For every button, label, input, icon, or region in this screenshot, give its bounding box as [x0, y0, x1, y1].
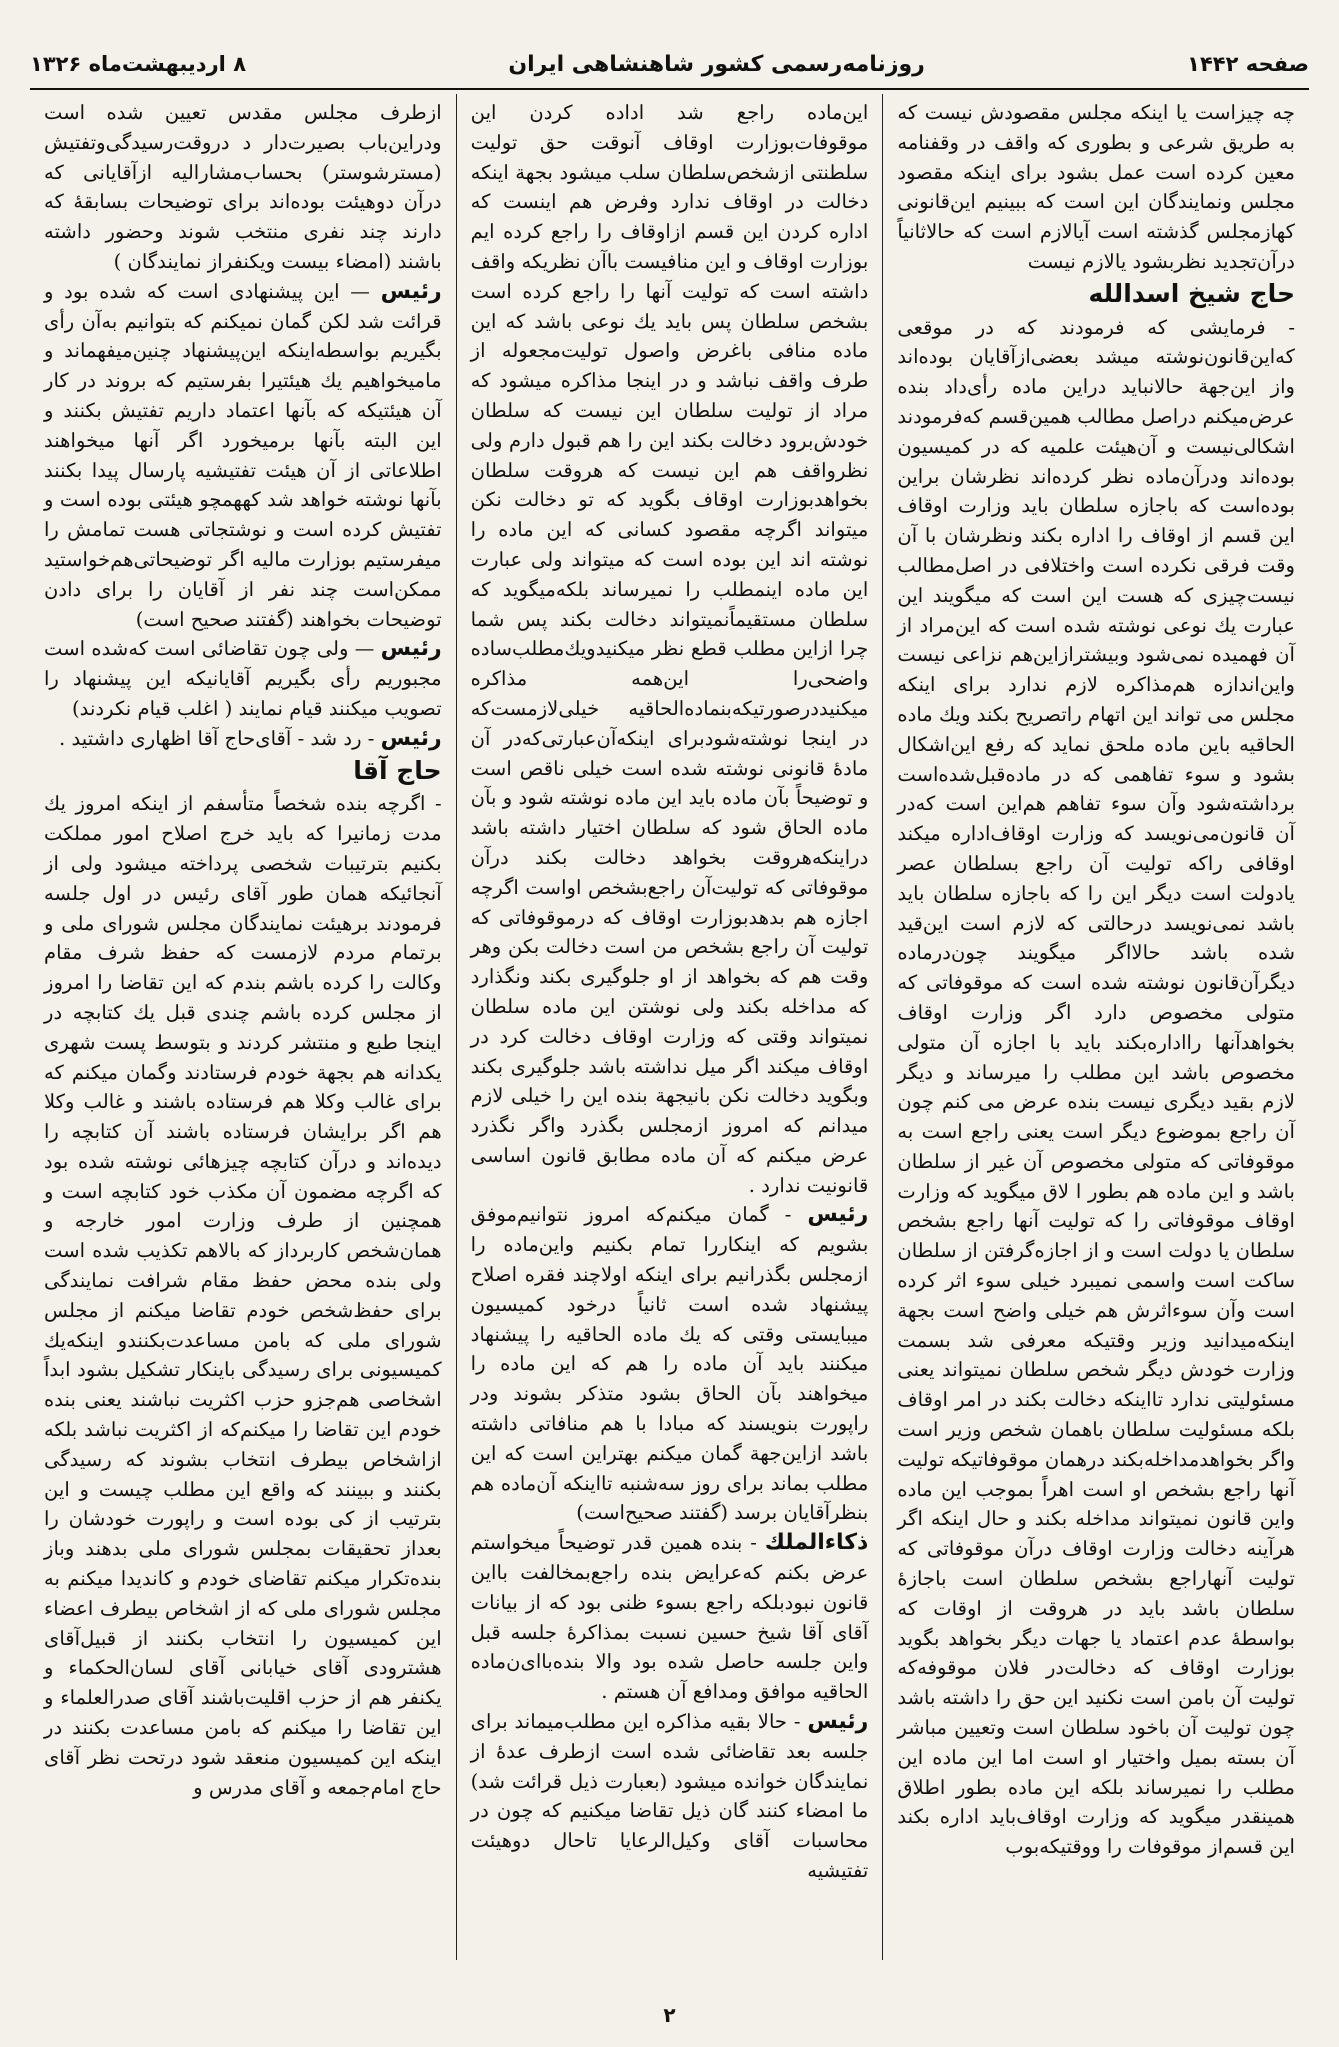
paragraph	[471, 1707, 869, 1886]
speech-text: — این پیشنهادی است که شده بود و قرائت شد لکن گمان نمیکنم که بتوانیم به‌آن رأی بگیریم بواسطه‌اینکه این‌پیشنهاد چنین‌میفهماند و مامیخواهیم یك هیئتیرا بفرستیم که بروند در کار آن هیئتیکه که بآنها اعتماد داریم تفتیش بکنند و این البته بآنها برمیخورد اگر آنها میخواهند اطلاعاتی از آن هیئت تفتیشیه پارسال پیدا بکنند بآنها نوشته خواهد شد کههمچو هیئتی بوده است و تفتیش کرده است و نوشتجاتی هست تمامش را میفرستیم بوزارت مالیه اگر توضیحاتی‌هم‌خواستید ممکن‌است چند نفر از آقایان را برای دادن توضیحات بخواهند (گفتند صحیح است)	[43, 279, 442, 631]
speaker-name: رئیس	[380, 278, 442, 304]
column-right	[883, 94, 1309, 1960]
paragraph	[44, 277, 442, 635]
page-number: ۲	[663, 2003, 676, 2027]
speech-text: — ولی چون تقاضائی است که‌شده است مجبوریم رأی بگیریم آقایانیکه این پیشنهاد را تصویب میکنند قیام نمایند ( اغلب قیام نکردند)	[43, 637, 442, 720]
paragraph: این‌ماده راجع شد اداده کردن این موقوفات‌بوزارت اوقاف آنوقت حق تولیت سلطنتی ازشخص‌سلطان سلب میشود بجهة اینکه دخالت در اوقاف ندارد وفرض هم اینست که اداره کردن این قسم ازاوقاف را راجع کرده ایم بوزارت اوقاف و این منافیست باآن نظریکه واقف داشته است که تولیت آنها را راجع کرده است بشخص سلطان پس باید یك نوعی باشد که این ماده منافی باغرض واصول تولیت‌مجعوله از طرف واقف نباشد و در اینجا مذاکره میشود که مراد از تولیت سلطان این نیست که سلطان خودش‌برود دخالت بکند این را هم قبول دارم ولی نظرواقف هم این نیست که هروقت سلطان بخواهد‌بوزارت اوقاف بگوید که تو دخالت نکن میتواند اگرچه مقصود کسانی که این ماده را نوشته اند این بوده است که میتواند ولی عبارت این ماده اینمطلب را نمیرساند بلکه‌میگوید که سلطان مستقیماً‌نمیتواند دخالت بکند پس شما چرا ازاین مطلب قطع نظر میکنیدویك‌مطلب‌ساده واضحی‌را این‌همه مذاکره میکنیددرصورتیکه‌بنماده‌الحاقیه خیلی‌لازمست‌که در اینجا نوشته‌شودبرای اینکه‌آن‌عبارتی‌که‌در آن مادهٔ قانونی نوشته شده است خیلی ناقص است و توضیحاً بآن ماده باید این ماده نوشته شود و بآن ماده الحاق شود که سلطان اختیار داشته باشد دراینکه‌هروقت بخواهد دخالت بکند درآن موقوفاتی که تولیت‌آن راجع‌بشخص اواست اگرچه اجازه هم بدهدبوزارت اوقاف که درموقوفاتی که تولیت آن راجع بشخص من است دخالت بکن وهر وقت هم که بخواهد از او جلوگیری بکند ونگذارد که مداخله بکند ولی نوشتن این ماده سلطان نمیتواند وقتی که وزارت اوقاف دخالت کرد در اوقاف میکند اگر میل نداشته باشد جلوگیری بکند وبگوید دخالت نکن بانیجهة بنده این را خیلی لازم میدانم که امروز ازمجلس بگذرد واگر نگذرد عرض میکنم که آن ماده مطابق قانون اساسی قانونیت ندارد .	[470, 101, 869, 1197]
speaker-name: حاج آقا	[353, 755, 442, 785]
speech-text: - گمان میکنم‌که امروز نتوانیم‌موفق بشویم که اینکاررا تمام بکنیم واین‌ماده را ازمجلس بگذرانیم برای اینکه اولاچند فقره اصلاح پیشنهاد شده است ثانیاً درخود کمیسیون میبایستی وقتی که یك ماده الحاقیه را پیشنهاد میکنند باید آن ماده را هم که این ماده را میخواهند بآن الحاق بشود متذکر بشوند ودر راپورت بنویسند که مبادا با هم منافاتی داشته باشد ازاین‌جهة گمان میکنم بهتراین است که این مطلب بماند برای روز سه‌شنبه تااینکه آن‌ماده هم بنظرآقایان برسد (گفتند صحیح‌است)	[470, 1203, 869, 1525]
issue-date: ۸ اردیبهشت‌ماه ۱۳۲۶	[30, 52, 247, 76]
paragraph	[471, 1528, 869, 1707]
speaker-name: ذکاء‌الملك	[764, 1530, 869, 1556]
speaker-name: رئیس	[807, 1202, 869, 1228]
paragraph: چه چیزاست یا اینکه مجلس مقصودش نیست که به طریق شرعی و بطوری که واقف در وقفنامه معین کرده است عمل بشود برای اینکه مقصود مجلس ونمایندگان این است که ببینیم این‌قانونی کهازمجلس گذشته است آیالازم است که حالاثانیاً درآن‌تجدید نظربشود یالازم نیست	[897, 101, 1295, 273]
header-rule	[30, 88, 1309, 90]
speech-text: - فرمایشی که فرمودند که در موقعی که‌این‌قانون‌نوشته میشد بعضی‌ازآقایان بوده‌اند واز این‌جهة حالانباید دراین ماده رأی‌داد بنده عرض‌میکنم دراصل مطالب همین‌قسم که‌فرمودند اشکالی‌نیست و آن‌هیئت علمیه که در کمیسیون بوده‌اند ودرآن‌ماده نظر کرده‌اند نظرشان براین بوده‌است که باجازه سلطان باید وزارت اوقاف این قسم از اوقاف را اداره بکند ونظرشان با آن وقت فرقی نکرده است واختلافی در اصل‌مطالب نیست‌چیزی که هست این است که میگویند این عبارت یك نوعی نوشته شده است که این‌مراد از آن فهمیده نمی‌شود وبیشترازاین‌هم نزاعی نیست واین‌اندازه هم‌مذاکره لازم ندارد برای اینکه مجلس می تواند این اتهام راتصریح بکند ویك ماده الحاقیه باین ماده ملحق نماید که رفع این‌اشکال بشود و سوء تفاهمی که در ماده‌قبل‌شده‌است برداشته‌شود وآن سوء تفاهم هم‌این است که‌در آن قانون‌می‌نویسد که وزارت اوقاف‌اداره میکند اوقافی راکه تولیت آن راجع بسلطان عصر یادولت است دیگر این را که باجازه سلطان باید باشد نمی‌نویسد درحالتی که لازم است این‌قید شده باشد حالااگر میگویند چون‌درماده دیگرآن‌قانون نوشته شده است که موقوفاتی که متولی مخصوص دارد اگر وزارت اوقاف بخواهدآنها رااداره‌بکند باید با اجازه آن متولی مخصوص باشد این مطلب را میرساند و دیگر لازم بقید دیگری نیست بنده عرض می کنم چون آن راجع بموضوع دیگر است یعنی راجع است به موقوفاتی که متولی مخصوص آن غیر از سلطان باشد و این ماده هم بطور ا لاق میگوید که وزارت اوقاف موقوفاتی را که تولیت آنها راجع بشخص سلطان یا دولت است و از اجازه‌گرفتن از سلطان ساکت است واسمی نمیبرد خیلی سوء اثر کرده است وآن سوءاثرش هم خیلی واضح است بجهة اینکه‌میدانید وزیر وقتیکه معرفی شد بسمت وزارت خودش دیگر شخص سلطان نمیتواند یعنی مسئولیتی ندارد تااینکه دخالت بکند در امر اوقاف بلکه مسئولیت سلطان باهمان شخص وزیر است واگر بخواهدمداخله‌بکند درهمان موقوفاتیکه تولیت آنها راجع بشخص او است اهراً بموجب این ماده واین قانون نمیتواند مداخله بکند و حال اینکه اگر هرآینه دخالت وزارت اوقاف درآن موقوفاتی که تولیت آنهاراجع بشخص سلطان است باجازهٔ سلطان باشد باید در هروقت از اوقات که بواسطهٔ عدم اعتماد یا جهات دیگر بخواهد بگوید بوزارت اوقاف که دخالت‌در فلان موقوفه‌که تولیت آن بامن است نکنید این حق را داشته باشد چون تولیت آن باخود سلطان است وتعیین مباشر آن بسته بمیل واختیار او است اما این ماده این مطلب را نمیرساند بلکه این ماده بطور اطلاق همینقدر میگوید که وزارت اوقاف‌باید اداره بکند این قسم‌از موقوفات را ووقتیکه‌بوب	[897, 315, 1295, 1859]
speaker-name: حاج شیخ اسدالله	[1088, 278, 1295, 308]
speaker-name: رئیس	[380, 636, 442, 662]
paragraph	[897, 279, 1295, 1862]
paragraph	[44, 724, 442, 754]
paragraph: ازطرف مجلس مقدس تعیین شده است ودراین‌باب بصیرت‌دار د دروقت‌رسیدگی‌و‌تفتیش (مسترشوستر) بحساب‌مشارالیه ازآقایانی که درآن دوهیئت بوده‌اند برای توضیحات بسابقهٔ که دارند چند نفری منتخب شوند وحضور داشته باشند (امضاء بیست ویکنفراز نمایندگان )	[43, 101, 442, 273]
paragraph	[44, 756, 442, 1803]
page-header	[30, 44, 1309, 84]
newspaper-title: روزنامه‌رسمی کشور شاهنشاهی ایران	[508, 51, 925, 77]
column-middle	[457, 94, 884, 1960]
speech-text: - اگرچه بنده شخصاً متأسفم از اینکه امروز یك مدت زمانیرا که باید خرج اصلاح امور مملکت بکنیم بترتیبات شخصی پرداخته میشود ولی از آنجائیکه همان طور آقای رئیس در اول جلسه فرمودند برهیئت نمایندگان مجلس شورای ملی و برتمام مردم لازمست که حفظ شرف مقام وکالت را کرده باشم بندم که این تقاضا را امروز از مجلس کرده باشم چندی قبل یك کتابچه در اینجا طبع و منتشر کردند و بتوسط پست شهری یکدانه هم بجهة خودم فرستادند وگمان میکنم که برای غالب وکلا هم فرستاده باشند و غالب وکلا هم اگر برایشان فرستاده باشند آن کتابچه را دیده‌اند و درآن کتابچه چیزهائی نوشته شده بود که اگرچه مضمون آن مکذب خود کتابچه است و همچنین از طرف وزارت امور خارجه و همان‌شخص کاربرداز که بالاهم تکذیب شده است ولی بنده محض حفظ مقام شرافت نمایندگی برای حفظ‌شخص خودم تقاضا میکنم از مجلس شورای ملی که بامن مساعدت‌بکنندو اینکه‌یك کمیسیونی برای رسیدگی باینکار تشکیل بشود ابداً اشخاصی هم‌جزو حزب اکثریت نباشند یعنی بنده خودم این تقاضا را میکنم‌که از اکثریت نباشد بلکه ازاشخاص بیطرف انتخاب بشوند که رسیدگی بکنند و ببینند که واقع این مطلب چیست و این بترتیب از کی بوده است و راپورت خودشان را بعداز تحقیقات بمجلس شورای ملی بدهند وباز بنده‌تکرار میکنم تقاضای خودم و کاندیدا میکنم به مجلس شورای ملی که از اشخاص بیطرف اعضاء این کمیسیون را انتخاب بکنند از قبیل‌آقای هشترودی آقای خیابانی آقای لسان‌الحکماء و یکنفر هم از حزب اقلیت‌باشند آقای صدرالعلماء و این تقاضا را میکنم که بامن مساعدت بکنند در اینکه این کمیسیون منعقد شود درتحت نظر آقای حاج امام‌جمعه و آقای مدرس و	[43, 792, 442, 1799]
paragraph	[471, 1200, 869, 1528]
speaker-name: رئیس	[807, 1709, 869, 1735]
speech-text: - حالا بقیه مذاکره این مطلب‌میماند برای جلسه بعد تقاضائی شده است ازطرف عدهٔ از نمایندگان خوانده میشود (بعبارت ذیل قرائت شد) ما امضاء کنند گان ذیل تقاضا میکنیم که چون در محاسبات آقای وکیل‌الرعایا تاحال دوهیئت تفتیشیه	[470, 1710, 869, 1883]
paragraph	[44, 634, 442, 723]
speech-text: - بنده همین قدر توضیحاً میخواستم عرض بکنم که‌عرایض بنده راجع‌بمخالفت بااین قانون نبودبلکه راجع بسوء ظنی بود که از بیانات آقای آقا شیخ حسین نسبت بمذاکرهٔ جلسه قبل واین جلسه حاصل شده بود والا بنده‌باای‌ن‌ماده الحاقیه موافق ومدافع آن هستم .	[470, 1531, 869, 1704]
speaker-name: رئیس	[380, 725, 442, 751]
column-left	[30, 94, 457, 1960]
speech-text: - رد شد - آقای‌حاج آقا اظهاری داشتید .	[59, 726, 375, 750]
page-label: صفحه ۱۴۴۲	[1187, 52, 1309, 76]
text-columns	[30, 94, 1309, 1960]
